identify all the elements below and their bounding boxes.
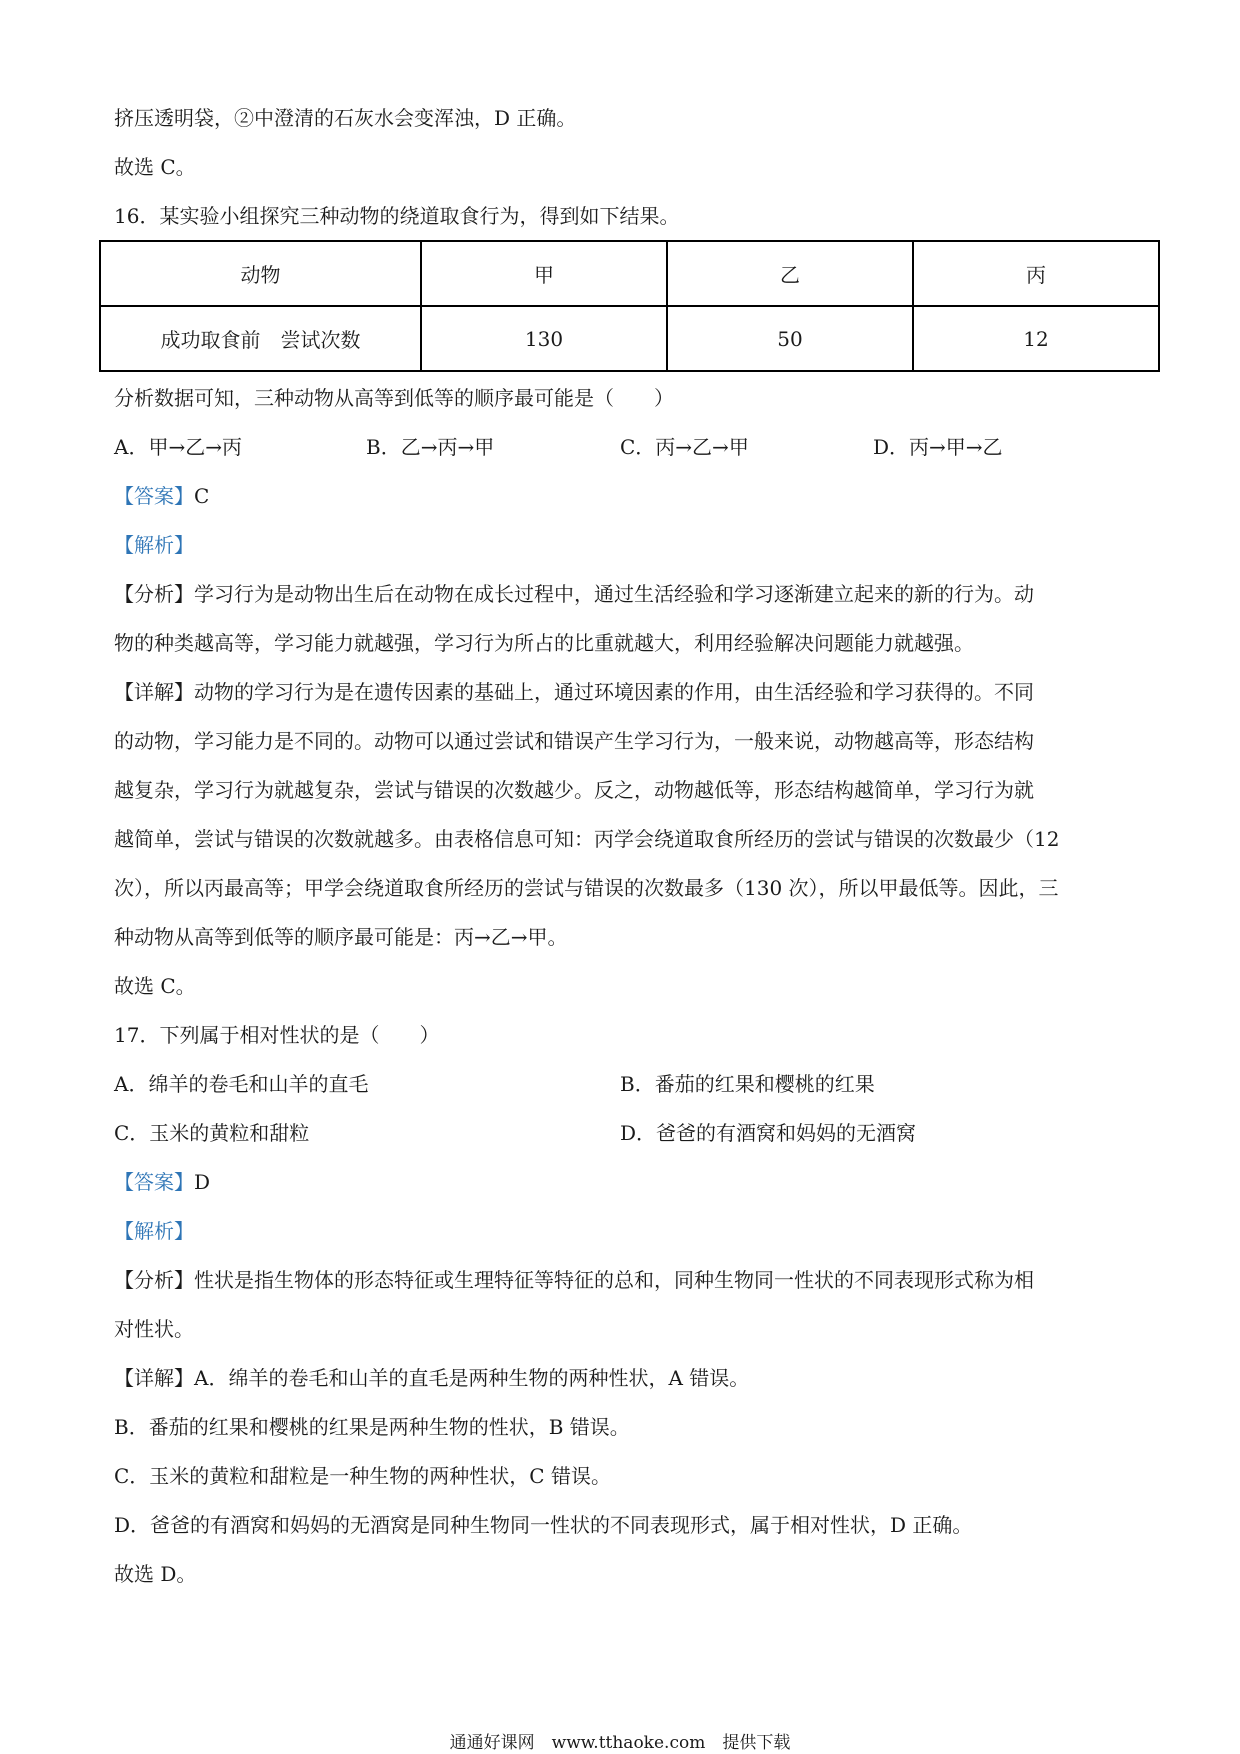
table-cell: 成功取食前 尝试次数 [100,306,421,371]
detail-line: 【详解】A．绵羊的卷毛和山羊的直毛是两种生物的两种性状，A 错误。 [114,1366,750,1390]
table-cell: 乙 [667,241,913,306]
data-table [99,240,1160,372]
detail-line: 【详解】动物的学习行为是在遗传因素的基础上，通过环境因素的作用，由生活经验和学习获得的。不同 [114,680,1034,704]
option-c: C．玉米的黄粒和甜粒 [114,1121,310,1145]
analysis-line: 【分析】性状是指生物体的形态特征或生理特征等特征的总和，同种生物同一性状的不同表现形式称为相 [114,1268,1034,1292]
option-a: A．绵羊的卷毛和山羊的直毛 [114,1072,369,1096]
jiexi-label: 【解析】 [114,1219,194,1243]
analysis-line: 物的种类越高等，学习能力就越强，学习行为所占的比重就越大，利用经验解决问题能力就越强。 [114,631,974,655]
table-cell: 动物 [100,241,421,306]
table-cell: 甲 [421,241,667,306]
table-cell: 130 [421,306,667,371]
detail-line: D．爸爸的有酒窝和妈妈的无酒窝是同种生物同一性状的不同表现形式，属于相对性状，D 正确。 [114,1513,973,1537]
detail-line: 次），所以丙最高等；甲学会绕道取食所经历的尝试与错误的次数最多（130 次），所以甲最低等。因此，三 [114,876,1059,900]
question-16-stem: 16．某实验小组探究三种动物的绕道取食行为，得到如下结果。 [114,204,680,228]
option-c: C．丙→乙→甲 [620,435,749,459]
text-line: 故选 C。 [114,155,196,179]
analysis-line: 【分析】学习行为是动物出生后在动物在成长过程中，通过生活经验和学习逐渐建立起来的新的行为。动 [114,582,1034,606]
detail-line: 种动物从高等到低等的顺序最可能是：丙→乙→甲。 [114,925,568,949]
answer-line [114,482,209,510]
answer-line [114,1168,210,1196]
answer-label: 【答案】 [114,1170,194,1194]
choose-line: 故选 C。 [114,974,196,998]
table-cell: 丙 [913,241,1159,306]
option-d: D．丙→甲→乙 [873,435,1003,459]
answer-value: C [194,484,210,508]
page-footer: 通通好课网 www.tthaoke.com 提供下载 [449,1733,791,1753]
detail-line: 越简单，尝试与错误的次数就越多。由表格信息可知：丙学会绕道取食所经历的尝试与错误的次数最少（12 [114,827,1060,851]
answer-value: D [194,1170,211,1194]
text-line: 挤压透明袋，②中澄清的石灰水会变浑浊，D 正确。 [114,106,577,130]
detail-line: C．玉米的黄粒和甜粒是一种生物的两种性状，C 错误。 [114,1464,611,1488]
option-a: A．甲→乙→丙 [114,435,242,459]
analysis-line: 对性状。 [114,1317,194,1341]
choose-line: 故选 D。 [114,1562,197,1586]
table-cell: 50 [667,306,913,371]
option-d: D．爸爸的有酒窝和妈妈的无酒窝 [620,1121,917,1145]
detail-line: 越复杂，学习行为就越复杂，尝试与错误的次数越少。反之，动物越低等，形态结构越简单，学习行为就 [114,778,1034,802]
detail-line: 的动物，学习能力是不同的。动物可以通过尝试和错误产生学习行为，一般来说，动物越高等，形态结构 [114,729,1034,753]
option-b: B．番茄的红果和樱桃的红果 [620,1072,875,1096]
option-b: B．乙→丙→甲 [366,435,495,459]
question-17-stem: 17．下列属于相对性状的是（ ） [114,1023,440,1047]
answer-label: 【答案】 [114,484,194,508]
table-header-row [100,241,1159,306]
jiexi-label: 【解析】 [114,533,194,557]
table-row [100,306,1159,371]
question-16-prompt: 分析数据可知，三种动物从高等到低等的顺序最可能是（ ） [114,386,674,410]
detail-line: B．番茄的红果和樱桃的红果是两种生物的性状，B 错误。 [114,1415,630,1439]
table-cell: 12 [913,306,1159,371]
